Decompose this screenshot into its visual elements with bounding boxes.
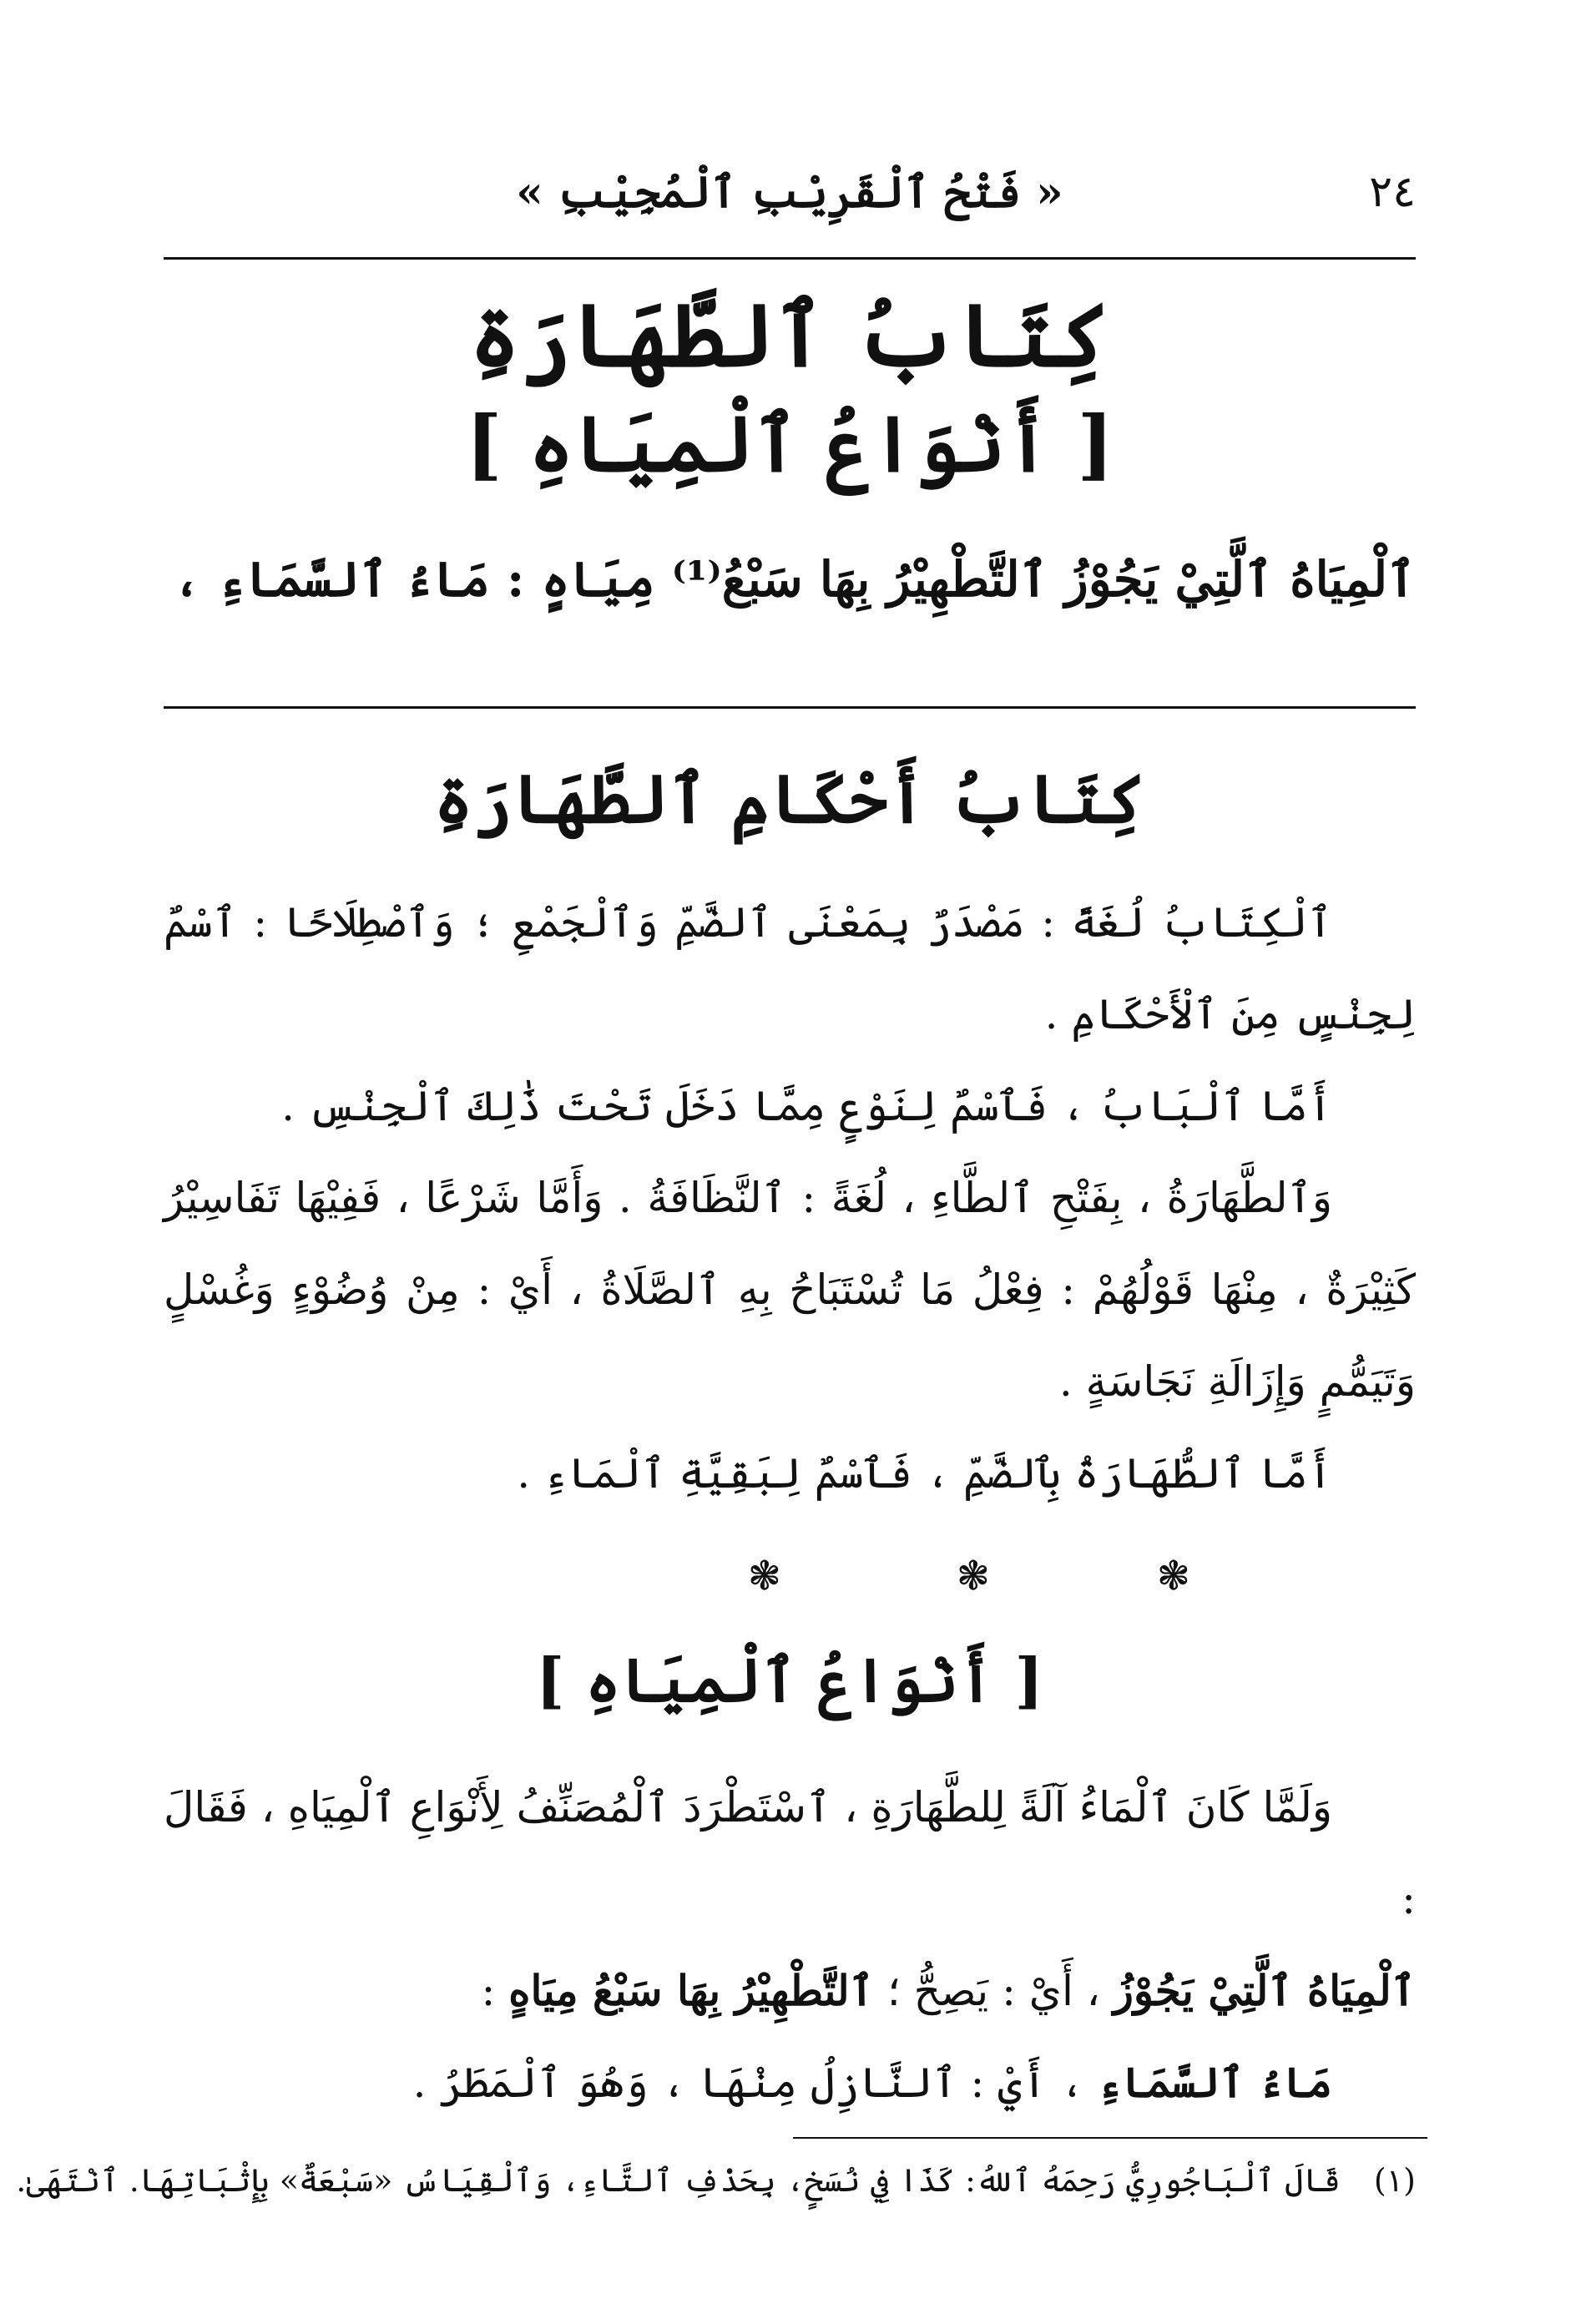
page-header bbox=[164, 159, 1416, 234]
paragraph-intro: وَلَمَّا كَانَ ٱلْمَاءُ آلَةً لِلطَّهَارَةِ ، ٱسْتَطْرَدَ ٱلْمُصَنِّفُ لِأَنْوَاعِ ٱلْمِيَاهِ ، فَقَالَ : bbox=[164, 1783, 1416, 1923]
star-ornament-icon: ❃ bbox=[747, 1553, 781, 1599]
matn-divider-rule bbox=[164, 706, 1416, 709]
commentary-block-1 bbox=[164, 877, 1416, 1519]
page-number: ٢٤ bbox=[1369, 167, 1416, 217]
header-rule bbox=[164, 257, 1416, 260]
matn-title: كِتَابُ ٱلطَّهَارَةِ bbox=[469, 284, 1110, 387]
footnote-rule bbox=[793, 2137, 1427, 2139]
matn-text: ٱلْمِيَاهُ ٱلَّتِيْ يَجُوْزُ ٱلتَّطْهِيْرُ بِهَا سَبْعُ⁽¹⁾ مِيَاهٍ : مَاءُ ٱلسَّمَاءِ ، bbox=[172, 551, 1416, 608]
sharh-phrase: ، أَيْ : يَصِحُّ ؛ bbox=[873, 1967, 1114, 2015]
star-ornament-icon: ❃ bbox=[1156, 1553, 1190, 1599]
matn-phrase: مَاءُ ٱلسَّمَاءِ bbox=[1097, 2058, 1332, 2107]
matn-phrase: ٱلتَّطْهِيْرُ بِهَا سَبْعُ مِيَاهٍ bbox=[508, 1966, 874, 2015]
commentary-block-2 bbox=[164, 1761, 1416, 2129]
section-separator bbox=[164, 1553, 1416, 1611]
matn-phrase: ٱلْمِيَاهُ ٱلَّتِيْ يَجُوْزُ bbox=[1113, 1966, 1416, 2015]
paragraph-rain-water bbox=[164, 2037, 1416, 2129]
footnote-text: قَالَ ٱلْبَاجُورِيُّ رَحِمَهُ ٱللهُ: كَذَا فِي نُسَخٍ، بِحَذْفِ ٱلتَّاءِ، وَٱلْقِيَاسُ «سَبْعَةٌ» بِإِثْبَاتِهَا. ٱنْتَهَىٰ. bbox=[16, 2162, 1341, 2199]
sharh-phrase: ، أَيْ : ٱلنَّازِلُ مِنْهَا ، وَهُوَ ٱلْمَطَرُ . bbox=[412, 2059, 1098, 2107]
footnote-marker: (١) bbox=[1373, 2162, 1416, 2199]
paragraph-kitab: ٱلْكِتَابُ لُغَةً : مَصْدَرٌ بِمَعْنَى ٱلضَّمِّ وَٱلْجَمْعِ ؛ وَٱصْطِلَاحًا : ٱسْمٌ لِجِنْسٍ مِنَ ٱلْأَحْكَامِ . bbox=[164, 898, 1416, 1038]
paragraph-taharah: وَٱلطَّهَارَةُ ، بِفَتْحِ ٱلطَّاءِ ، لُغَةً : ٱلنَّظَافَةُ . وَأَمَّا شَرْعًا ، فَفِيْهَا تَفَاسِيْرُ كَثِيْرَةٌ ، مِنْهَا قَوْلُهُمْ : فِعْلُ مَا تُسْتَبَاحُ بِهِ ٱلصَّلَاةُ ، أَيْ : مِنْ وُضُوْءٍ وَغُسْلٍ وَتَيَمُّمٍ وَإِزَالَةِ نَجَاسَةٍ . bbox=[164, 1174, 1416, 1406]
section-title-anwa: [ أَنْوَاعُ ٱلْمِيَاهِ ] bbox=[536, 1645, 1043, 1715]
paragraph-tuharah: أَمَّا ٱلطُّهَارَةُ بِٱلضَّمِّ ، فَٱسْمٌ لِبَقِيَّةِ ٱلْمَاءِ . bbox=[517, 1449, 1332, 1498]
running-title: « فَتْحُ ٱلْقَرِيْبِ ٱلْمُجِيْبِ » bbox=[516, 167, 1063, 218]
paragraph-matn-sharh bbox=[164, 1945, 1416, 2037]
footnote bbox=[16, 2162, 1416, 2199]
paragraph-bab: أَمَّا ٱلْبَابُ ، فَٱسْمٌ لِنَوْعٍ مِمَّا دَخَلَ تَحْتَ ذَٰلِكَ ٱلْجِنْسِ . bbox=[281, 1082, 1332, 1130]
punctuation: : bbox=[481, 1967, 509, 2015]
star-ornament-icon: ❃ bbox=[956, 1553, 990, 1599]
matn-subtitle: [ أَنْوَاعُ ٱلْمِيَاهِ ] bbox=[465, 399, 1114, 489]
section-title-ahkam: كِتَابُ أَحْكَامِ ٱلطَّهَارَةِ bbox=[433, 760, 1146, 838]
